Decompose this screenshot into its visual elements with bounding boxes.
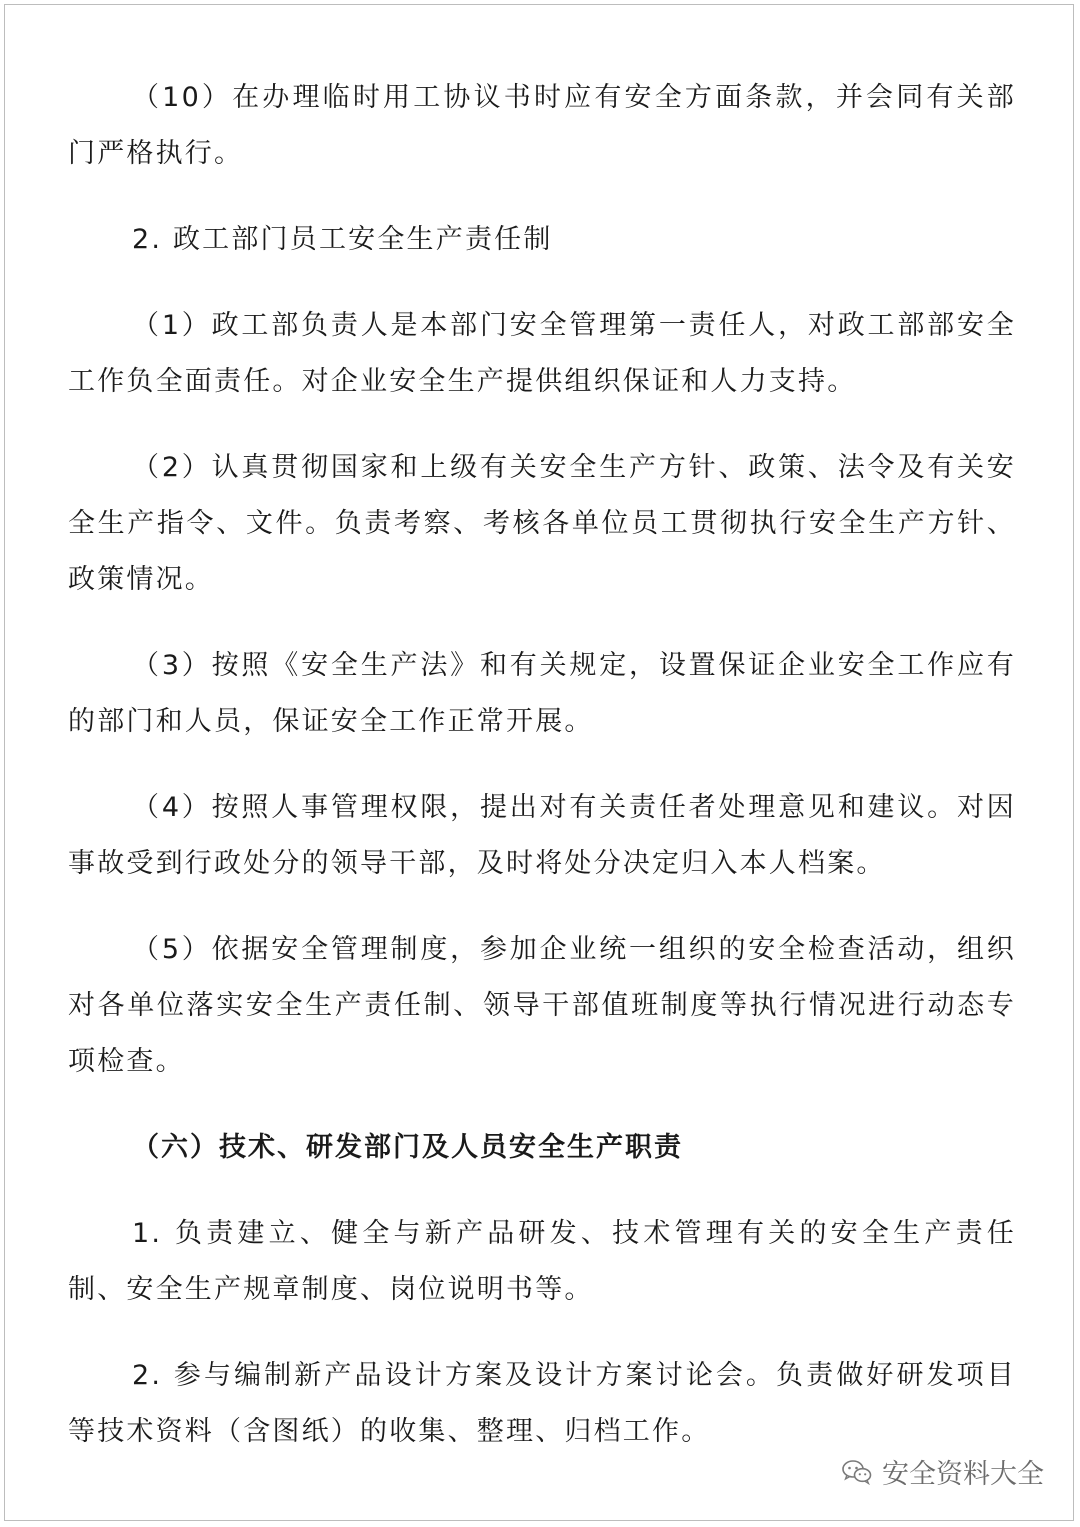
- paragraph-item-2: （2）认真贯彻国家和上级有关安全生产方针、政策、法令及有关安全生产指令、文件。负责考察、考核各单位员工贯彻执行安全生产方针、政策情况。: [68, 452, 1016, 595]
- watermark-text: 安全资料大全: [882, 1459, 1044, 1490]
- paragraph-tech-2: 2. 参与编制新产品设计方案及设计方案讨论会。负责做好研发项目等技术资料（含图纸）的收集、整理、归档工作。: [68, 1360, 1016, 1447]
- paragraph-item-4: （4）按照人事管理权限，提出对有关责任者处理意见和建议。对因事故受到行政处分的领导干部，及时将处分决定归入本人档案。: [68, 792, 1016, 879]
- paragraph-tech-1: 1. 负责建立、健全与新产品研发、技术管理有关的安全生产责任制、安全生产规章制度、岗位说明书等。: [68, 1218, 1016, 1305]
- source-watermark: [842, 1452, 1044, 1491]
- paragraph-item-10: （10）在办理临时用工协议书时应有安全方面条款，并会同有关部门严格执行。: [68, 82, 1016, 169]
- document-body: [68, 70, 1016, 1460]
- paragraph-item-1: （1）政工部负责人是本部门安全管理第一责任人，对政工部部安全工作负全面责任。对企业安全生产提供组织保证和人力支持。: [68, 310, 1016, 397]
- paragraph-item-5: （5）依据安全管理制度，参加企业统一组织的安全检查活动，组织对各单位落实安全生产责任制、领导干部值班制度等执行情况进行动态专项检查。: [68, 934, 1016, 1077]
- wechat-icon: [842, 1459, 872, 1485]
- paragraph-item-3: （3）按照《安全生产法》和有关规定，设置保证企业安全工作应有的部门和人员，保证安全工作正常开展。: [68, 650, 1016, 737]
- section-heading-political-dept: 2. 政工部门员工安全生产责任制: [132, 224, 553, 255]
- section-heading-tech-rd: （六）技术、研发部门及人员安全生产职责: [132, 1132, 683, 1163]
